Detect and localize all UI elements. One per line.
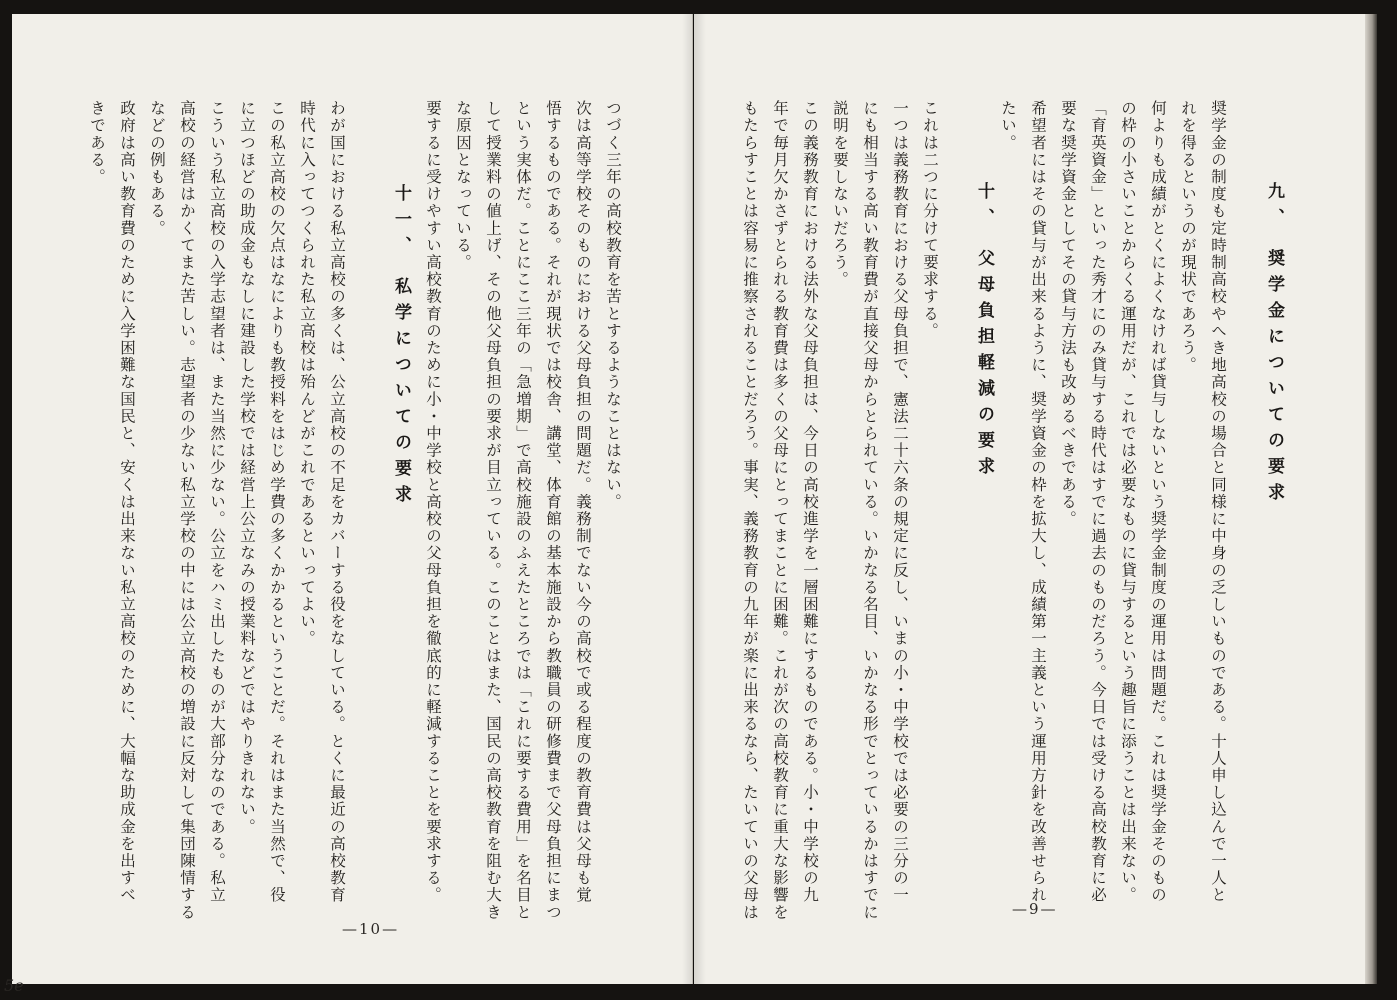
section-11-heading: 十一、 私学についての要求 <box>391 184 411 511</box>
right-text-line: にも相当する高い教育費が直接父母からとられている。いかなる名目、いかなる形でとっているかはすでに <box>861 100 879 921</box>
left-text-line: な原因となっている。 <box>454 100 472 271</box>
right-text-line: 説明を要しないだろう。 <box>831 100 849 289</box>
left-paragraphs-before <box>418 100 628 920</box>
left-text-line: 次は高等学校そのものにおける父母負担の問題だ。義務制でない今の高校で或る程度の教育費は父母も覚 <box>574 100 592 904</box>
right-text-line: の枠の小さいことからくる運用だが、これでは必要なものに貸与するという趣旨に添うことは出来ない。 <box>1119 100 1137 904</box>
left-text-line: つづく三年の高校教育を苦とするようなことはない。 <box>604 100 622 511</box>
section-10-paragraphs <box>735 100 945 920</box>
right-text-line: 年で毎月欠かさずとられる教育費は多くの父母にとってまことに困難。これが次の高校教育に重大な影響を <box>771 100 789 921</box>
section-10-heading: 十、 父母負担軽減の要求 <box>974 182 994 483</box>
page-edge <box>1365 14 1377 984</box>
left-paragraphs-after <box>82 100 352 920</box>
left-text-line: きである。 <box>88 100 106 186</box>
left-text-line: 高校の経営はかくてまた苦しい。志望者の少ない私立学校の中には公立高校の増設に反対して集団陳情する <box>178 100 196 921</box>
left-text-line: に立つほどの助成金もなしに建設した学校では経営上公立なみの授業料などではやりきれない。 <box>238 100 256 836</box>
right-text-line: この義務教育における法外な父母負担は、今日の高校進学を一層困難にするものである。小・中学校の九 <box>801 100 819 904</box>
section-9-heading: 九、 奨学金についての要求 <box>1264 182 1284 509</box>
right-text-line: 「育英資金」といった秀才にのみ貸与する時代はすでに過去のものだろう。今日では受ける高校教育に必 <box>1089 100 1107 904</box>
right-text-line: 何よりも成績がとくによくなければ貸与しないという奨学金制度の運用は問題だ。これは奨学金そのもの <box>1149 100 1167 904</box>
right-text-line: 希望者にはその貸与が出来るように、奨学資金の枠を拡大し、成績第一主義という運用方針を改善せられ <box>1029 100 1047 904</box>
right-text-line: 要な奨学資金としてその貸与方法も改めるべきである。 <box>1059 100 1077 528</box>
corner-mark: 5e <box>4 976 24 995</box>
left-text-line: 時代に入ってつくられた私立高校は殆んどがこれであるといってよい。 <box>298 100 316 648</box>
left-text-line: という実体だ。ことにここ三年の「急増期」で高校施設のふえたところでは「これに要する費用」を名目と <box>514 100 532 921</box>
right-text-line: もたらすことは容易に推察されることだろう。事実、義務教育の九年が楽に出来るなら、たいていの父母は <box>741 100 759 921</box>
right-text-line: たい。 <box>999 100 1017 152</box>
section-9-paragraphs <box>993 100 1233 920</box>
left-page-number: —10— <box>342 920 400 938</box>
left-text-line: などの例もある。 <box>148 100 166 237</box>
right-text-line: 奨学金の制度も定時制高校やへき地高校の場合と同様に中身の乏しいものである。十人申し込んで一人と <box>1209 100 1227 904</box>
left-text-line: 政府は高い教育費のために入学困難な国民と、安くは出来ない私立高校のために、大幅な助成金を出すべ <box>118 100 136 904</box>
left-text-line: この私立高校の欠点はなによりも教授料をはじめ学費の多くかかるということだ。それはまた当然で、役 <box>268 100 286 904</box>
left-text-line: こういう私立高校の入学志望者は、また当然に少ない。公立をハミ出したものが大部分なのである。私立 <box>208 100 226 904</box>
left-page <box>12 14 693 984</box>
right-page <box>694 14 1365 984</box>
right-page-number: —9— <box>1012 900 1058 918</box>
right-text-line: れを得るというのが現状であろう。 <box>1179 100 1197 374</box>
left-text-line: 悟するものである。それが現状では校舎、講堂、体育館の基本施設から教職員の研修費まで父母負担にまつ <box>544 100 562 921</box>
left-text-line: わが国における私立高校の多くは、公立高校の不足をカバーする役をなしている。とくに最近の高校教育 <box>328 100 346 904</box>
left-text-line: 要するに受けやすい高校教育のために小・中学校と高校の父母負担を徹底的に軽減することを要求する。 <box>424 100 442 904</box>
left-text-line: して授業料の値上げ、その他父母負担の要求が目立っている。このことはまた、国民の高校教育を阻む大き <box>484 100 502 921</box>
right-text-line: これは二つに分けて要求する。 <box>921 100 939 340</box>
right-text-line: 一つは義務教育における父母負担で、憲法二十六条の規定に反し、いまの小・中学校では必要の三分の一 <box>891 100 909 904</box>
